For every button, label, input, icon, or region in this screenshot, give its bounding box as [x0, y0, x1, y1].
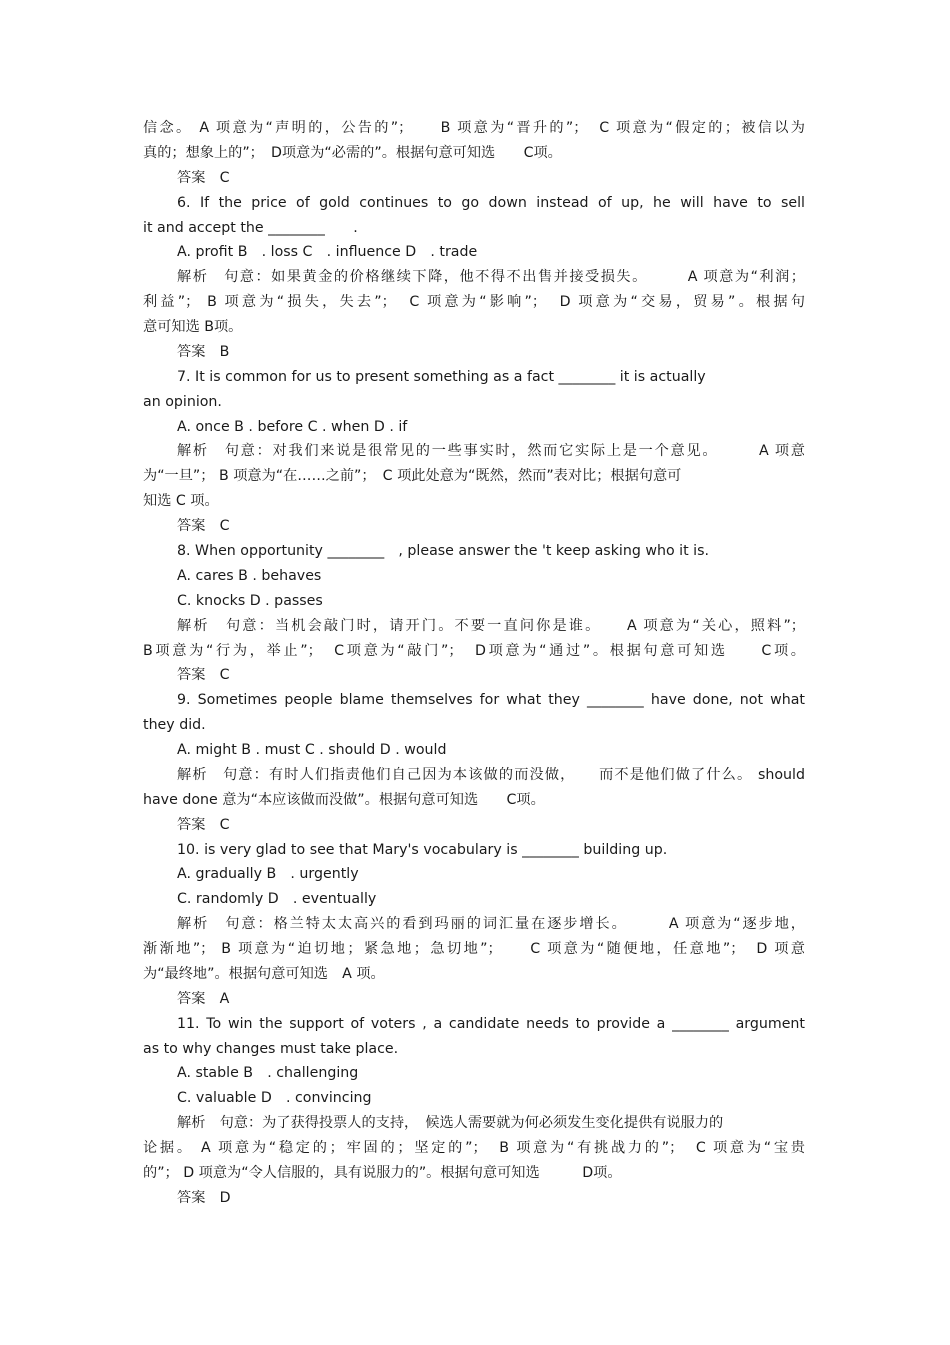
text-line: 信念。 A 项意为“声明的，公告的”； B 项意为“晋升的”； C 项意为“假定的；被信以为 — [143, 120, 805, 136]
text-line: C. randomly D . eventually — [177, 891, 377, 908]
text-line: 答案 C — [177, 667, 230, 684]
text-line: an opinion. — [143, 393, 222, 410]
text-line: 答案 B — [177, 343, 230, 360]
text-line: 的”； D 项意为“令人信服的，具有说服力的”。根据句意可知选 D项。 — [143, 1165, 622, 1181]
text-line: 为“一旦”； B 项意为“在……之前”； C 项此处意为“既然，然而”表对比；根据句意可 — [143, 468, 682, 485]
text-line: C. knocks D . passes — [177, 592, 323, 609]
text-line: 解析 句意：为了获得投票人的支持， 候选人需要就为何必须发生变化提供有说服力的 — [177, 1115, 724, 1132]
text-line: 知选 C 项。 — [143, 493, 219, 510]
text-line: 答案 C — [177, 816, 230, 833]
text-line: 7. It is common for us to present something as a fact ________ it is actually — [177, 368, 706, 385]
text-line: 10. is very glad to see that Mary's vocabulary is ________ building up. — [177, 841, 668, 858]
text-line: 11. To win the support of voters , a candidate needs to provide a ________ argument — [177, 1015, 805, 1032]
text-line: C. valuable D . convincing — [177, 1090, 372, 1107]
text-line: A. cares B . behaves — [177, 567, 322, 584]
text-line: A. once B . before C . when D . if — [177, 418, 408, 435]
text-line: 为“最终地”。根据句意可知选 A 项。 — [143, 965, 385, 982]
text-line: 解析 句意：有时人们指责他们自己因为本该做的而没做， 而不是他们做了什么。 should — [177, 766, 805, 783]
text-line: 8. When opportunity ________ , please answer the 't keep asking who it is. — [177, 543, 710, 559]
text-line: as to why changes must take place. — [143, 1040, 399, 1057]
text-line: 解析 句意：如果黄金的价格继续下降，他不得不出售并接受损失。 A 项意为“利润； — [177, 269, 805, 286]
text-line: 答案 C — [177, 518, 230, 535]
text-line: 9. Sometimes people blame themselves for what they ________ have done, not what — [177, 692, 805, 709]
text-line: 利益”； B 项意为“损失，失去”； C 项意为“影响”； D 项意为“交易，贸易”。根据句 — [143, 294, 805, 311]
text-line: it and accept the ________ . — [143, 219, 358, 236]
text-line: 答案 D — [177, 1189, 231, 1206]
text-line: 论据。 A 项意为“稳定的；牢固的；坚定的”； B 项意为“有挑战力的”； C 项意为“宝贵 — [143, 1140, 805, 1157]
text-line: 真的；想象上的”； D项意为“必需的”。根据句意可知选 C项。 — [143, 144, 562, 161]
text-line: 解析 句意：对我们来说是很常见的一些事实时，然而它实际上是一个意见。 A 项意 — [177, 443, 805, 460]
text-line: A. gradually B . urgently — [177, 866, 359, 883]
text-line: A. stable B . challenging — [177, 1065, 359, 1082]
text-line: 解析 句意：当机会敲门时，请开门。不要一直问你是谁。 A 项意为“关心，照料”； — [177, 617, 805, 634]
text-line: 6. If the price of gold continues to go down instead of up, he will have to sell — [177, 194, 805, 211]
text-line: 答案 C — [177, 169, 230, 186]
text-line: B项意为“行为，举止”； C项意为“敲门”； D项意为“通过”。根据句意可知选 C项。 — [143, 642, 805, 659]
text-line: 解析 句意：格兰特太太高兴的看到玛丽的词汇量在逐步增长。 A 项意为“逐步地， — [177, 916, 805, 933]
text-line: they did. — [143, 717, 206, 734]
text-line: have done 意为“本应该做而没做”。根据句意可知选 C项。 — [143, 791, 545, 808]
text-line: A. profit B . loss C . influence D . trade — [177, 244, 478, 261]
text-line: A. might B . must C . should D . would — [177, 742, 447, 758]
text-line: 答案 A — [177, 990, 230, 1007]
text-line: 意可知选 B项。 — [143, 319, 243, 335]
text-line: 渐渐地”； B 项意为“迫切地；紧急地；急切地”； C 项意为“随便地，任意地”； D 项意 — [143, 941, 805, 957]
